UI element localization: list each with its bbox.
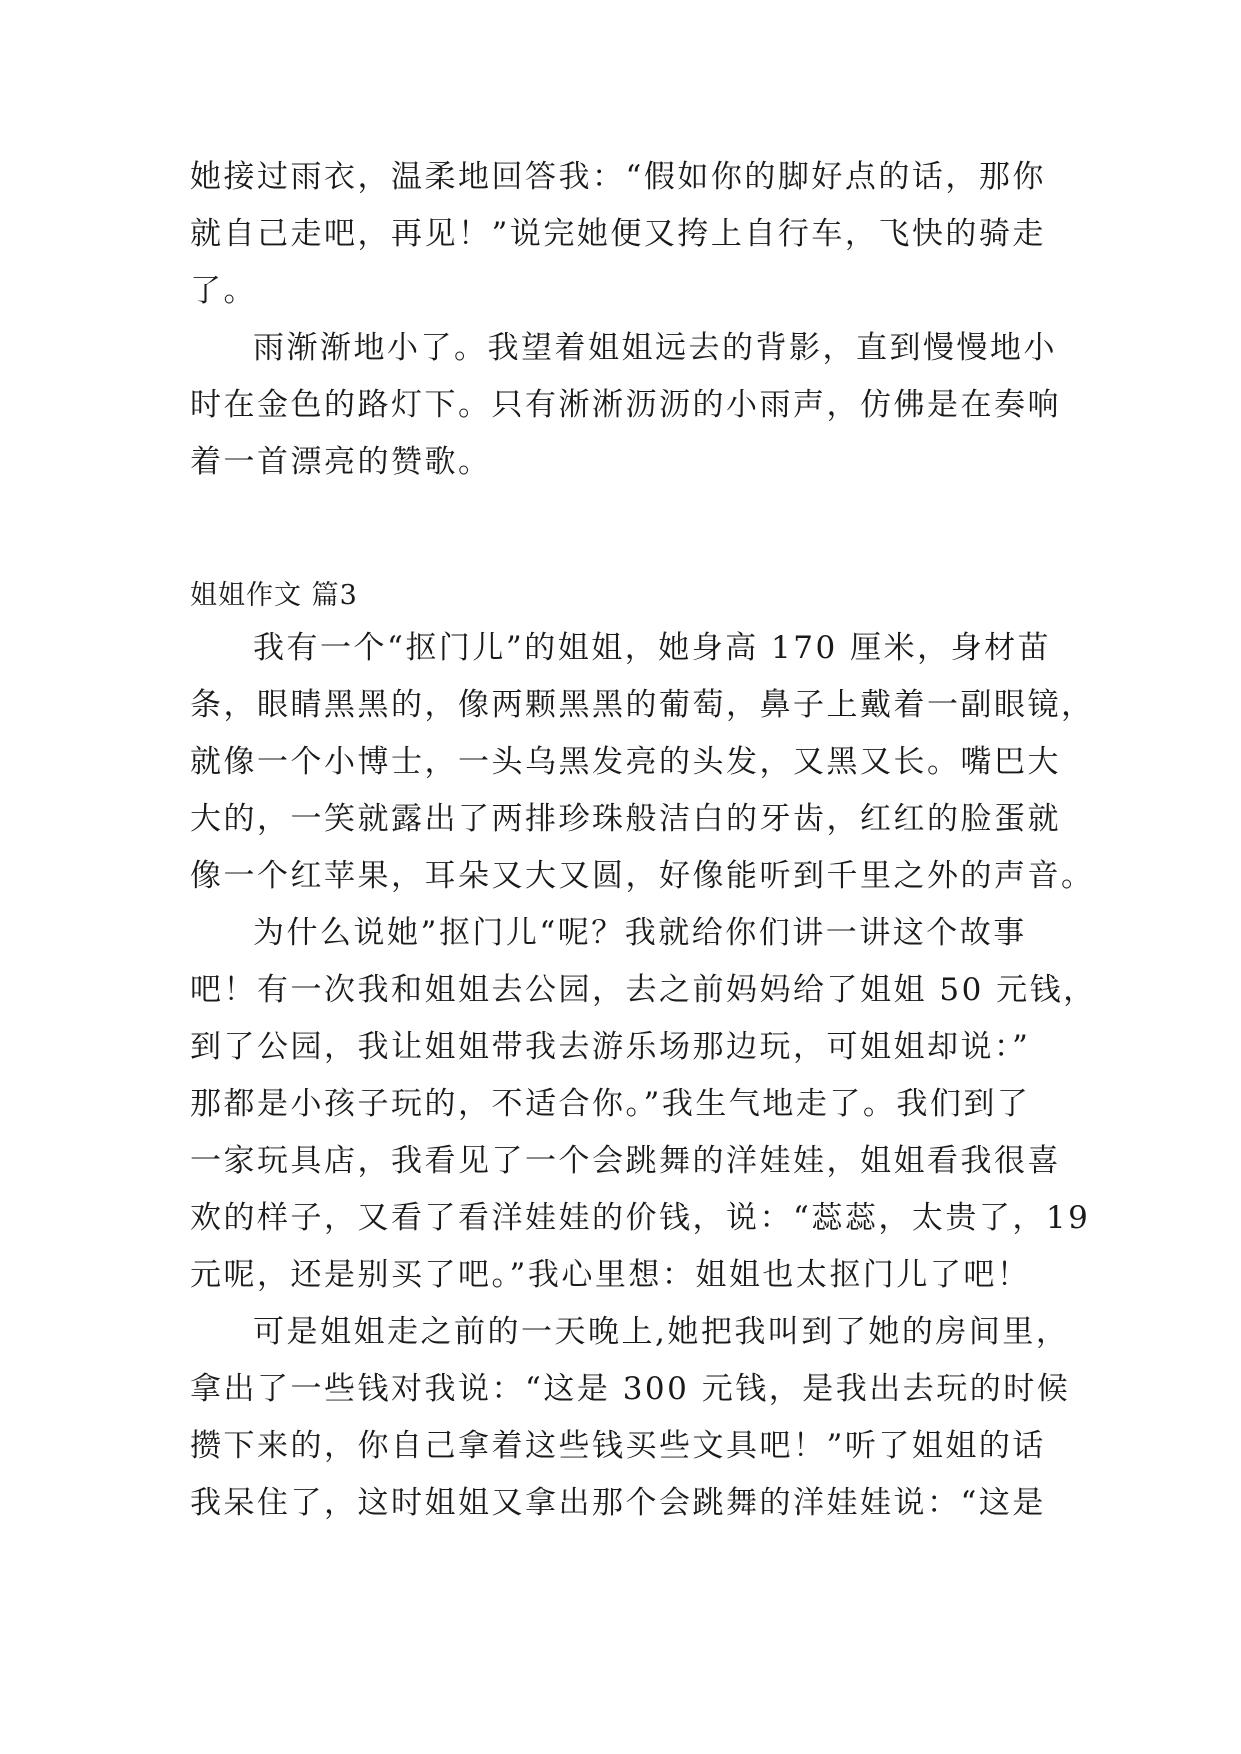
text-line: 那都是小孩子玩的，不适合你。”我生气地走了。我们到了 (190, 1086, 1031, 1122)
text-line: 元呢，还是别买了吧。”我心里想：姐姐也太抠门儿了吧！ (190, 1257, 1031, 1293)
text-line: 为什么说她”抠门儿“呢？我就给你们讲一讲这个故事 (253, 915, 1027, 951)
text-line: 一家玩具店，我看见了一个会跳舞的洋娃娃，姐姐看我很喜 (190, 1143, 1061, 1179)
text-line: 了。 (190, 273, 257, 309)
text-line: 就像一个小博士，一头乌黑发亮的头发，又黑又长。嘴巴大 (190, 744, 1061, 780)
section-heading: 姐姐作文 篇3 (190, 580, 358, 611)
text-line: 欢的样子，又看了看洋娃娃的价钱，说：“蕊蕊，太贵了，19 (190, 1200, 1091, 1236)
text-line: 时在金色的路灯下。只有淅淅沥沥的小雨声，仿佛是在奏响 (190, 387, 1061, 423)
text-line: 大的，一笑就露出了两排珍珠般洁白的牙齿，红红的脸蛋就 (190, 801, 1061, 837)
text-line: 我有一个“抠门儿”的姐姐，她身高 170 厘米，身材苗 (253, 630, 1052, 666)
text-line: 就自己走吧，再见！”说完她便又挎上自行车，飞快的骑走 (190, 216, 1046, 252)
text-line: 拿出了一些钱对我说：“这是 300 元钱，是我出去玩的时候 (190, 1371, 1071, 1407)
text-line: 可是姐姐走之前的一天晚上,她把我叫到了她的房间里， (253, 1314, 1070, 1350)
text-line: 吧！有一次我和姐姐去公园，去之前妈妈给了姐姐 50 元钱， (190, 972, 1097, 1008)
text-line: 到了公园，我让姐姐带我去游乐场那边玩，可姐姐却说：” (190, 1029, 1031, 1065)
text-line: 我呆住了，这时姐姐又拿出那个会跳舞的洋娃娃说：“这是 (190, 1485, 1046, 1521)
text-line: 攒下来的，你自己拿着这些钱买些文具吧！”听了姐姐的话 (190, 1428, 1046, 1464)
text-line: 条，眼睛黑黑的，像两颗黑黑的葡萄，鼻子上戴着一副眼镜， (190, 687, 1095, 723)
text-line: 雨渐渐地小了。我望着姐姐远去的背影，直到慢慢地小 (253, 330, 1057, 366)
text-line: 着一首漂亮的赞歌。 (190, 444, 492, 480)
text-line: 她接过雨衣，温柔地回答我：“假如你的脚好点的话，那你 (190, 159, 1046, 195)
text-line: 像一个红苹果，耳朵又大又圆，好像能听到千里之外的声音。 (190, 858, 1095, 894)
